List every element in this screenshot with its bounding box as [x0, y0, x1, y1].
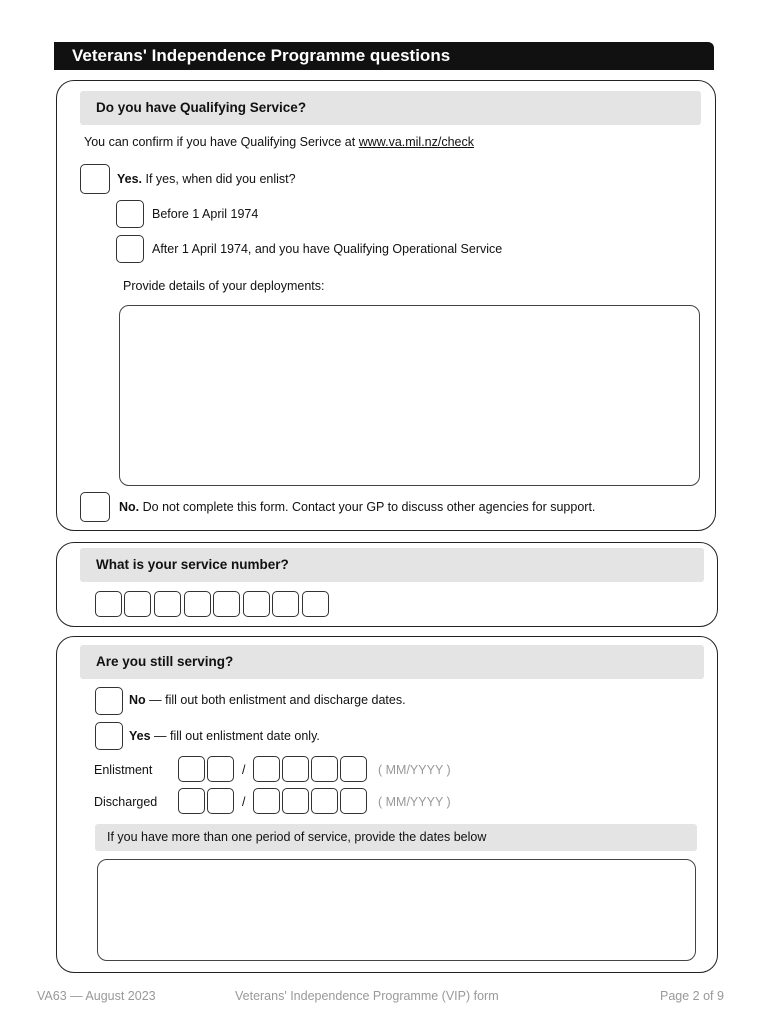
serving-yes-label: Yes — [129, 729, 151, 743]
still-serving-yes-label — [129, 729, 320, 743]
discharged-year-digit-2[interactable] — [282, 788, 309, 814]
still-serving-heading: Are you still serving? — [80, 645, 704, 679]
discharged-year-digit-4[interactable] — [340, 788, 367, 814]
service-number-digit-7[interactable] — [272, 591, 299, 617]
service-number-digit-6[interactable] — [243, 591, 270, 617]
service-number-digit-8[interactable] — [302, 591, 329, 617]
still-serving-no-checkbox[interactable] — [95, 687, 123, 715]
service-number-digit-5[interactable] — [213, 591, 240, 617]
discharged-month-digit-2[interactable] — [207, 788, 234, 814]
enlistment-slash: / — [242, 763, 246, 777]
enlistment-year-digit-4[interactable] — [340, 756, 367, 782]
no-text: Do not complete this form. Contact your GP to discuss other agencies for support. — [142, 500, 596, 514]
still-serving-no-label — [129, 693, 406, 707]
enlistment-month-digit-1[interactable] — [178, 756, 205, 782]
discharged-slash: / — [242, 795, 246, 809]
deployments-textarea[interactable] — [119, 305, 700, 486]
discharged-date-format: ( MM/YYYY ) — [378, 795, 451, 809]
enlistment-date-format: ( MM/YYYY ) — [378, 763, 451, 777]
enlisted-before-1974-label: Before 1 April 1974 — [152, 207, 259, 221]
more-periods-label: If you have more than one period of service, provide the dates below — [95, 824, 697, 851]
qualifying-no-checkbox[interactable] — [80, 492, 110, 522]
still-serving-yes-checkbox[interactable] — [95, 722, 123, 750]
yes-text: If yes, when did you enlist? — [145, 172, 296, 186]
discharged-year-digit-1[interactable] — [253, 788, 280, 814]
enlisted-before-1974-checkbox[interactable] — [116, 200, 144, 228]
service-number-digit-1[interactable] — [95, 591, 122, 617]
serving-no-label: No — [129, 693, 146, 707]
serving-yes-text: — fill out enlistment date only. — [154, 729, 320, 743]
enlisted-after-1974-checkbox[interactable] — [116, 235, 144, 263]
qualifying-check-link[interactable]: www.va.mil.nz/check — [358, 135, 475, 149]
discharged-month-digit-1[interactable] — [178, 788, 205, 814]
enlistment-year-digit-1[interactable] — [253, 756, 280, 782]
discharged-label: Discharged — [94, 795, 158, 809]
enlistment-month-digit-2[interactable] — [207, 756, 234, 782]
deployments-label: Provide details of your deployments: — [123, 279, 325, 293]
footer-form-name: Veterans' Independence Programme (VIP) form — [235, 989, 499, 1003]
footer-page-number: Page 2 of 9 — [660, 989, 724, 1003]
enlistment-label: Enlistment — [94, 763, 153, 777]
service-number-digit-2[interactable] — [124, 591, 151, 617]
service-number-digit-3[interactable] — [154, 591, 181, 617]
enlistment-year-digit-2[interactable] — [282, 756, 309, 782]
enlisted-after-1974-label: After 1 April 1974, and you have Qualifying Operational Service — [152, 242, 503, 256]
serving-no-text: — fill out both enlistment and discharge dates. — [149, 693, 406, 707]
more-periods-textarea[interactable] — [97, 859, 696, 961]
enlistment-year-digit-3[interactable] — [311, 756, 338, 782]
page-title: Veterans' Independence Programme questions — [54, 42, 714, 70]
service-number-heading: What is your service number? — [80, 548, 704, 582]
service-number-digit-4[interactable] — [184, 591, 211, 617]
qualifying-yes-checkbox[interactable] — [80, 164, 110, 194]
yes-label: Yes. — [117, 172, 143, 186]
qualifying-yes-label — [117, 172, 296, 186]
qualifying-service-heading: Do you have Qualifying Service? — [80, 91, 701, 125]
qualifying-no-label — [119, 500, 595, 514]
discharged-year-digit-3[interactable] — [311, 788, 338, 814]
no-label: No. — [119, 500, 140, 514]
footer-form-code: VA63 — August 2023 — [37, 989, 156, 1003]
qualifying-confirm-text — [84, 135, 474, 149]
confirm-text: You can confirm if you have Qualifying Serivce at — [84, 135, 356, 149]
